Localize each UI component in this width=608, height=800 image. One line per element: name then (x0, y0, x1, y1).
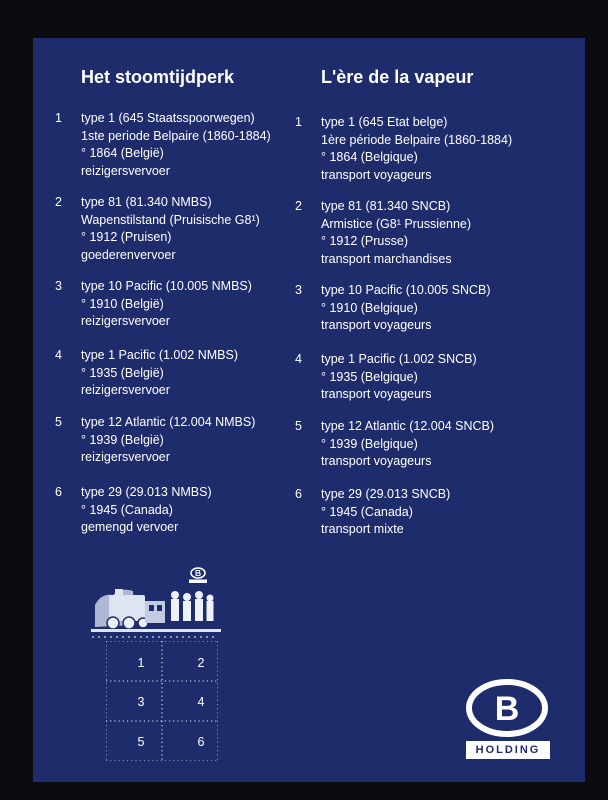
entry-line: type 10 Pacific (10.005 SNCB) (321, 283, 491, 297)
entry-line: type 1 (645 Etat belge) (321, 115, 448, 129)
entry-number: 2 (55, 195, 62, 209)
entry-line: type 29 (29.013 NMBS) (81, 485, 212, 499)
grid-cell-5: 5 (137, 735, 145, 749)
entry-line: type 12 Atlantic (12.004 NMBS) (81, 415, 256, 429)
grid-cell-6: 6 (197, 735, 205, 749)
entry-line: ° 1939 (Belgique) (321, 436, 418, 451)
entry-line: ° 1945 (Canada) (81, 502, 173, 517)
entry-number: 5 (295, 419, 302, 433)
sncb-b-logo-icon (465, 678, 549, 738)
entry-line: ° 1912 (Prusse) (321, 234, 408, 248)
entry-number: 6 (55, 485, 62, 499)
entry-line: ° 1910 (Belgique) (321, 300, 418, 315)
holding-label: HOLDING (466, 741, 550, 759)
entry-line: type 1 Pacific (1.002 NMBS) (81, 348, 239, 362)
entry-line: transport marchandises (321, 251, 452, 266)
logo-letter: B (494, 690, 520, 728)
entry-number: 1 (55, 111, 62, 125)
title-dutch: Het stoomtijdperk (81, 67, 235, 87)
entry-line: ° 1935 (Belgique) (321, 369, 418, 384)
entry-line: ° 1912 (Pruisen) (81, 230, 172, 244)
entry-line: gemengd vervoer (81, 520, 179, 534)
entry-number: 5 (55, 415, 62, 429)
entry-number: 6 (295, 487, 302, 501)
entry-line: type 81 (81.340 NMBS) (81, 195, 212, 209)
entry-line: type 29 (29.013 SNCB) (321, 487, 451, 501)
entry-line: ° 1864 (België) (81, 146, 164, 160)
column-dutch (55, 66, 331, 534)
entry-line: Armistice (G8¹ Prussienne) (321, 216, 472, 231)
entry-number: 2 (295, 199, 302, 213)
sncb-badge-icon (185, 566, 211, 584)
entry-line: ° 1864 (Belgique) (321, 150, 418, 164)
entry-line: reizigersvervoer (81, 163, 170, 178)
entry-line: reizigersvervoer (81, 450, 170, 464)
grid-cell-3: 3 (137, 695, 145, 709)
entry-line: transport voyageurs (321, 167, 432, 182)
stamp-grid (106, 641, 218, 761)
grid-cell-1: 1 (137, 656, 145, 670)
entry-line: ° 1910 (België) (81, 296, 164, 311)
entry-line: ° 1939 (België) (81, 432, 164, 447)
stamp-sheet-card (33, 38, 585, 782)
entry-line: 1ste periode Belpaire (1860-1884) (81, 128, 271, 143)
entry-line: type 1 Pacific (1.002 SNCB) (321, 352, 477, 366)
entry-number: 1 (295, 115, 302, 129)
entry-number: 3 (55, 279, 62, 293)
entry-line: Wapenstilstand (Pruisische G8¹) (81, 212, 260, 227)
entry-line: type 81 (81.340 SNCB) (321, 199, 451, 213)
entry-number: 3 (295, 283, 302, 297)
entry-line: transport voyageurs (321, 318, 432, 332)
entry-line: type 12 Atlantic (12.004 SNCB) (321, 419, 495, 433)
entry-number: 4 (295, 352, 302, 366)
entry-line: transport voyageurs (321, 387, 432, 401)
entry-line: type 10 Pacific (10.005 NMBS) (81, 279, 252, 293)
entry-line: ° 1945 (Canada) (321, 504, 413, 519)
grid-cell-4: 4 (197, 695, 205, 709)
entry-line: 1ère période Belpaire (1860-1884) (321, 132, 513, 147)
entry-line: type 1 (645 Staatsspoorwegen) (81, 111, 255, 125)
entry-line: reizigersvervoer (81, 314, 170, 328)
grid-cell-2: 2 (197, 656, 205, 670)
title-french: L'ère de la vapeur (321, 67, 474, 87)
column-french (295, 66, 583, 536)
entry-line: transport mixte (321, 522, 404, 536)
entry-number: 4 (55, 348, 62, 362)
entry-line: reizigersvervoer (81, 383, 170, 397)
entry-line: transport voyageurs (321, 454, 432, 468)
entry-line: goederenvervoer (81, 247, 176, 262)
entry-line: ° 1935 (België) (81, 365, 164, 380)
